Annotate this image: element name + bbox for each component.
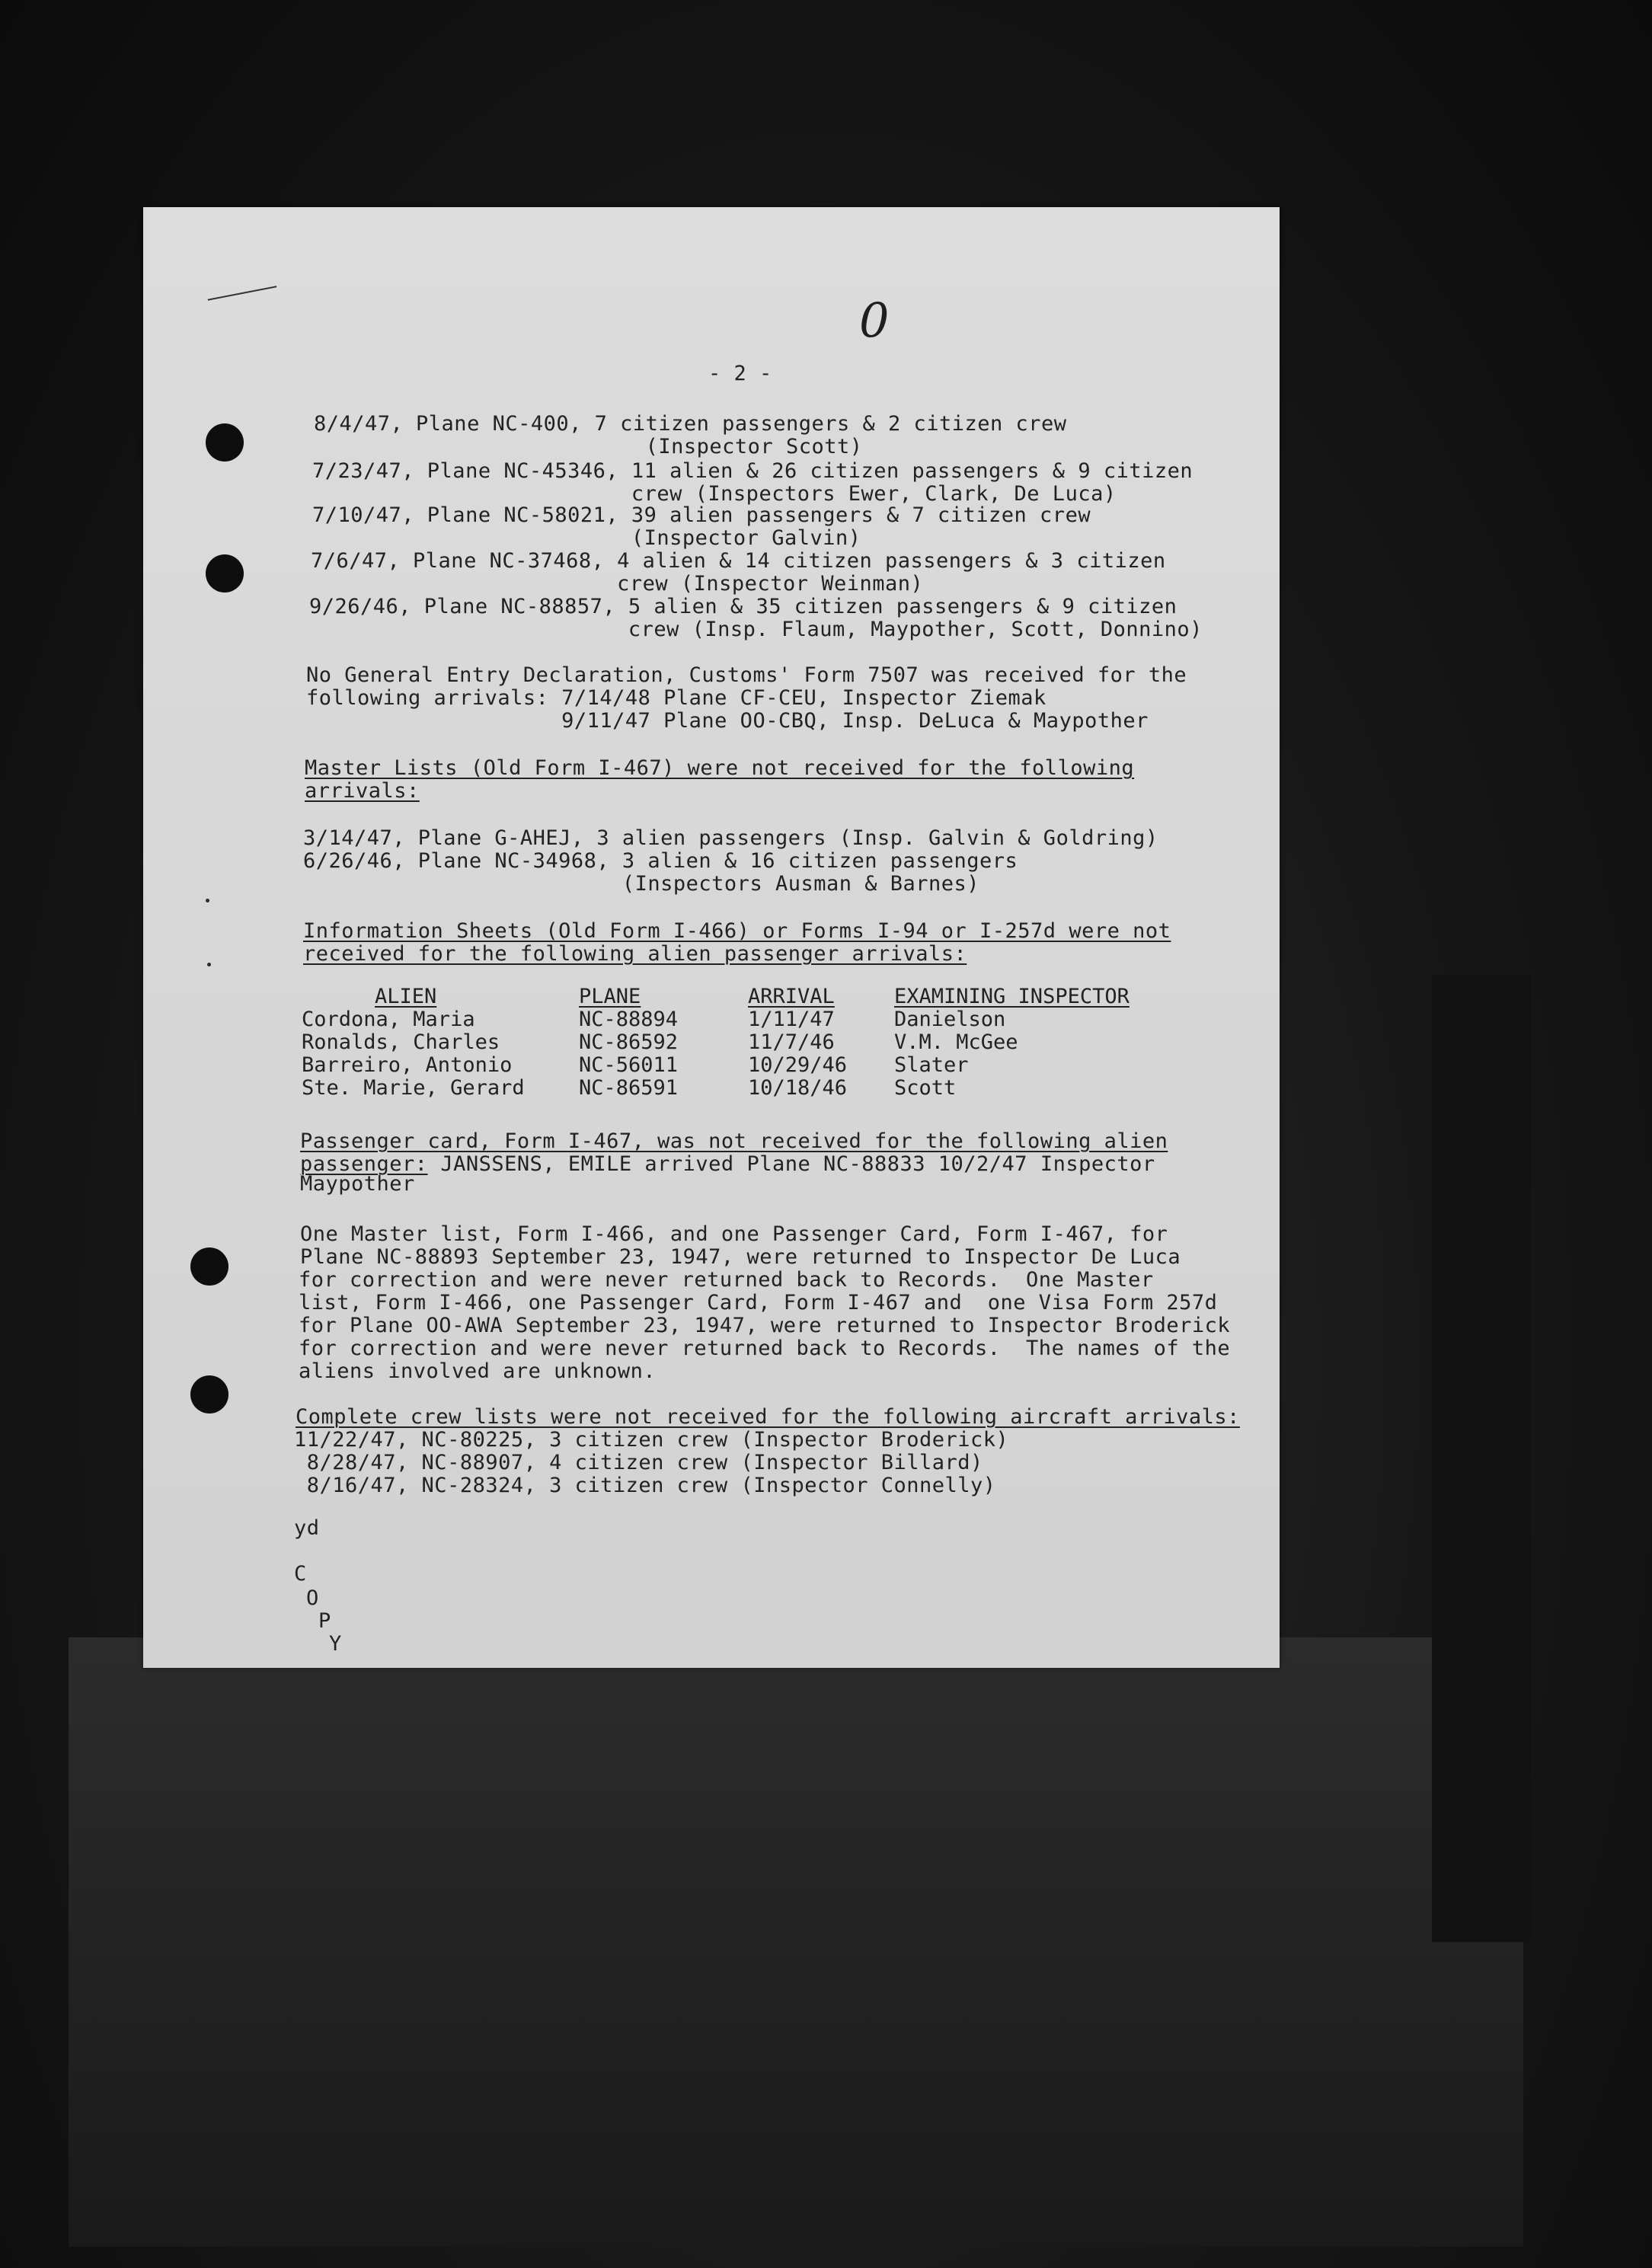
copy-letter: C	[294, 1562, 307, 1586]
table-cell: Slater	[894, 1053, 969, 1077]
table-row	[302, 1031, 1139, 1054]
handwritten-mark: 0	[859, 292, 890, 348]
table-cell: 10/18/46	[748, 1076, 848, 1100]
table-cell: NC-86591	[579, 1076, 679, 1100]
punch-hole	[190, 1375, 228, 1414]
table-cell: 11/7/46	[748, 1030, 835, 1054]
paragraph-line: following arrivals: 7/14/48 Plane CF-CEU, Inspector Ziemak	[306, 686, 1046, 710]
page-number: - 2 -	[708, 362, 772, 385]
list-item: 8/28/47, NC-88907, 4 citizen crew (Inspector Billard)	[294, 1451, 983, 1474]
arrival-line: 8/4/47, Plane NC-400, 7 citizen passengers & 2 citizen crew	[314, 412, 1067, 436]
column-header: PLANE	[579, 985, 641, 1008]
paragraph-line: 9/11/47 Plane OO-CBQ, Insp. DeLuca & Maypother	[306, 709, 1149, 733]
underlined-word: passenger:	[300, 1152, 428, 1176]
table-cell: Danielson	[894, 1008, 1006, 1031]
paragraph-line: list, Form I-466, one Passenger Card, Form I-467 and one Visa Form 257d	[299, 1291, 1218, 1314]
backing-edge	[1432, 975, 1531, 1942]
column-header: EXAMINING INSPECTOR	[894, 985, 1130, 1008]
list-item: 3/14/47, Plane G-AHEJ, 3 alien passengers (Insp. Galvin & Goldring)	[303, 826, 1158, 850]
copy-letter: Y	[329, 1632, 342, 1656]
table-cell: NC-56011	[579, 1053, 679, 1077]
table-cell: Ste. Marie, Gerard	[302, 1076, 525, 1100]
punch-hole	[206, 423, 244, 462]
arrival-line: (Inspector Scott)	[314, 435, 863, 458]
table-row	[302, 1008, 1139, 1031]
paragraph-line: aliens involved are unknown.	[299, 1359, 657, 1383]
table-cell: Barreiro, Antonio	[302, 1053, 513, 1077]
paragraph-line: One Master list, Form I-466, and one Passenger Card, Form I-467, for	[300, 1222, 1168, 1246]
arrival-line: crew (Inspectors Ewer, Clark, De Luca)	[312, 482, 1117, 506]
punch-hole	[206, 554, 244, 593]
section-heading: Information Sheets (Old Form I-466) or Forms I-94 or I-257d were not	[303, 919, 1171, 943]
table-header	[302, 985, 1139, 1008]
paragraph-line: for correction and were never returned back to Records. The names of the	[299, 1337, 1231, 1360]
table-cell: 1/11/47	[748, 1008, 835, 1031]
speck	[207, 963, 211, 966]
table-cell: NC-86592	[579, 1030, 679, 1054]
table-row	[302, 1054, 1139, 1077]
section-heading: Passenger card, Form I-467, was not received for the following alien	[300, 1129, 1168, 1153]
table-cell: Ronalds, Charles	[302, 1030, 500, 1054]
line-rest: JANSSENS, EMILE arrived Plane NC-88833 10/2/47 Inspector	[427, 1152, 1155, 1176]
paragraph-line: Maypother	[300, 1172, 415, 1196]
section-heading: received for the following alien passenger arrivals:	[303, 942, 967, 966]
table-cell: 10/29/46	[748, 1053, 848, 1077]
typist-initials: yd	[294, 1516, 320, 1540]
backing-board	[69, 1637, 1523, 2247]
arrival-line: crew (Insp. Flaum, Maypother, Scott, Donnino)	[309, 618, 1203, 641]
list-item: 8/16/47, NC-28324, 3 citizen crew (Inspector Connelly)	[294, 1474, 996, 1497]
arrival-line: 7/10/47, Plane NC-58021, 39 alien passengers & 7 citizen crew	[312, 503, 1091, 527]
arrival-line: crew (Inspector Weinman)	[311, 572, 924, 596]
paragraph-line: Plane NC-88893 September 23, 1947, were returned to Inspector De Luca	[300, 1245, 1181, 1269]
section-heading: Complete crew lists were not received for the following aircraft arrivals:	[296, 1405, 1240, 1429]
arrival-line: (Inspector Galvin)	[312, 526, 861, 550]
copy-letter: P	[318, 1609, 331, 1633]
paragraph-line: for correction and were never returned back to Records. One Master	[299, 1268, 1154, 1292]
section-heading: arrivals:	[305, 779, 420, 803]
paragraph-line	[300, 1153, 1155, 1176]
column-header: ARRIVAL	[748, 985, 835, 1008]
list-item: (Inspectors Ausman & Barnes)	[303, 872, 980, 896]
column-header: ALIEN	[375, 985, 437, 1008]
copy-letter: O	[306, 1586, 319, 1610]
list-item: 11/22/47, NC-80225, 3 citizen crew (Inspector Broderick)	[294, 1428, 1009, 1452]
table-row	[302, 1077, 1139, 1100]
table-cell: Cordona, Maria	[302, 1008, 475, 1031]
arrival-line: 7/23/47, Plane NC-45346, 11 alien & 26 citizen passengers & 9 citizen	[312, 459, 1193, 483]
arrival-line: 9/26/46, Plane NC-88857, 5 alien & 35 citizen passengers & 9 citizen	[309, 595, 1177, 618]
paragraph-line: No General Entry Declaration, Customs' Form 7507 was received for the	[306, 663, 1187, 687]
paragraph-line: for Plane OO-AWA September 23, 1947, were returned to Inspector Broderick	[299, 1314, 1231, 1337]
table-cell: NC-88894	[579, 1008, 679, 1031]
list-item: 6/26/46, Plane NC-34968, 3 alien & 16 citizen passengers	[303, 849, 1018, 873]
table-cell: V.M. McGee	[894, 1030, 1018, 1054]
arrival-line: 7/6/47, Plane NC-37468, 4 alien & 14 citizen passengers & 3 citizen	[311, 549, 1166, 573]
table-cell: Scott	[894, 1076, 957, 1100]
punch-hole	[190, 1247, 228, 1286]
section-heading: Master Lists (Old Form I-467) were not received for the following	[305, 756, 1135, 780]
speck	[206, 899, 209, 902]
